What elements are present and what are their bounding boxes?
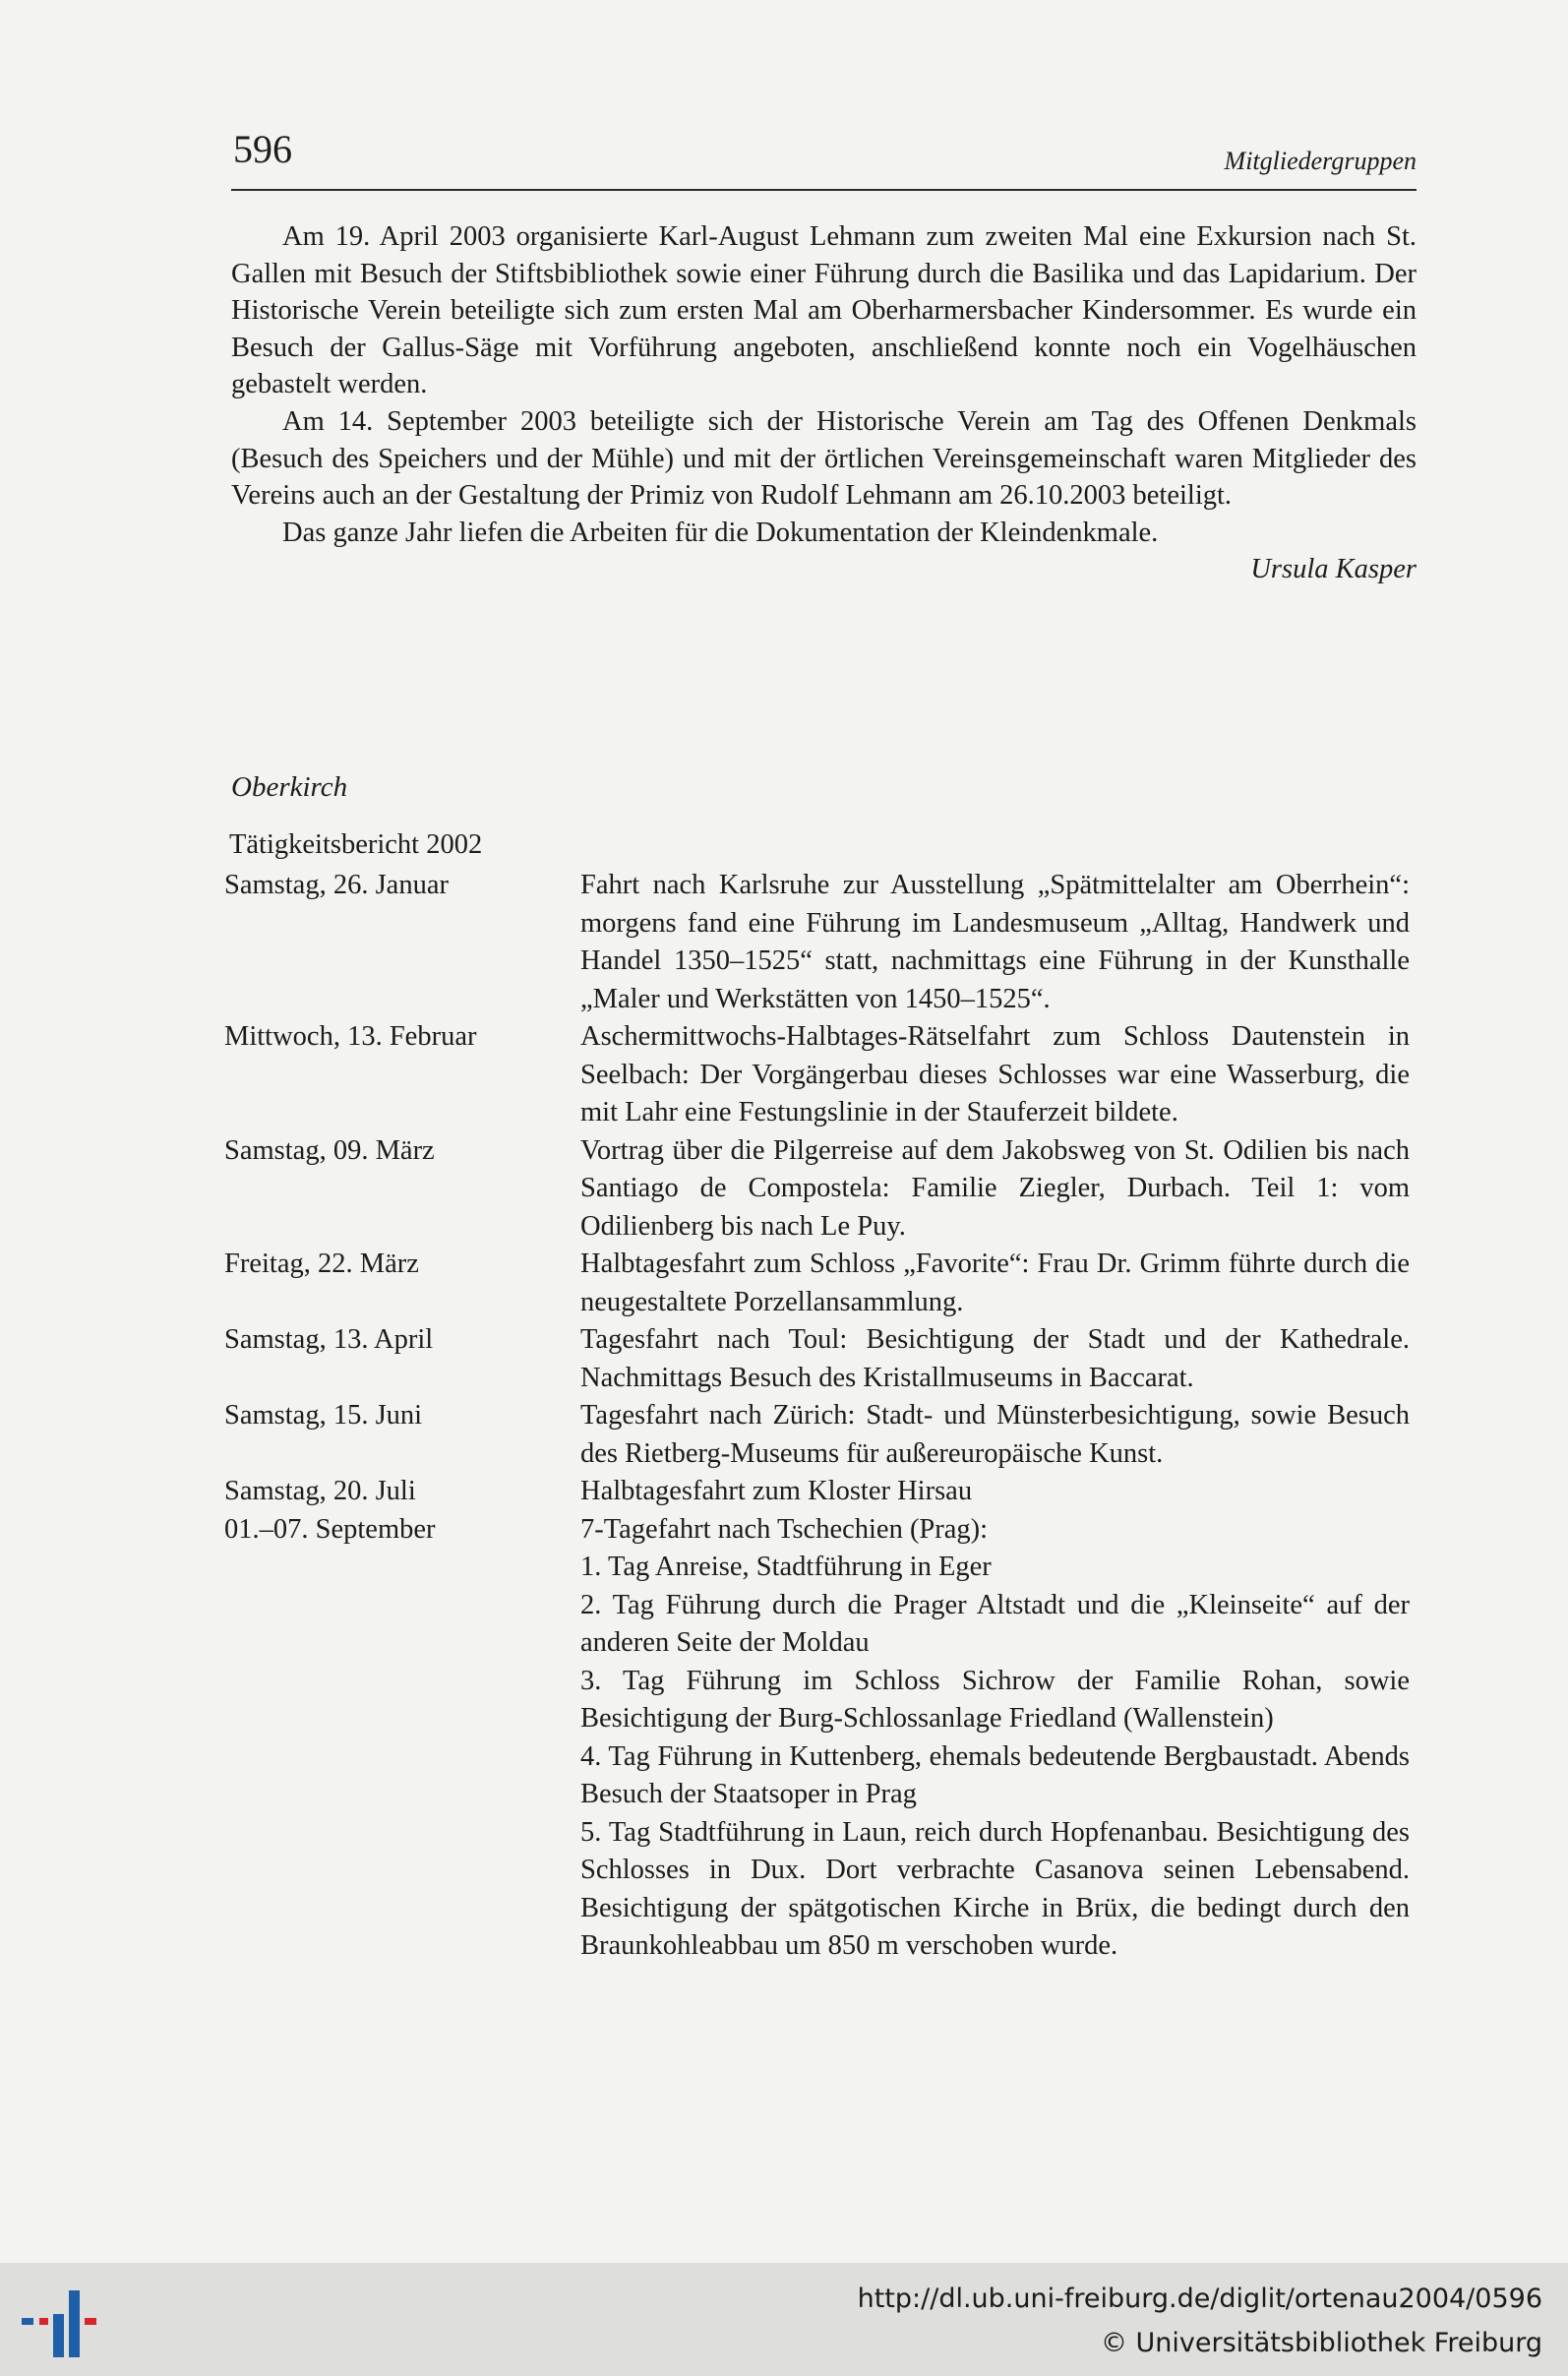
schedule-row (224, 1473, 1410, 1511)
schedule-description: 2. Tag Führung durch die Prager Altstadt und die „Kleinseite“ auf der anderen Seite der Moldau (580, 1589, 1410, 1658)
body-paragraph: Am 19. April 2003 organisierte Karl-August Lehmann zum zweiten Mal eine Exkursion nach St. Gallen mit Besuch der Stiftsbibliothek sowie einer Führung durch die Basilika und das Lapidarium. Der Historische Verein beteiligte sich zum ersten Mal am Oberharmersbacher Kindersommer. Es wurde ein Besuch der Gallus-Säge mit Vorführung angeboten, anschließend konnte noch ein Vogelhäuschen gebastelt werden. (231, 221, 1417, 400)
schedule-row (224, 1587, 1410, 1663)
document-url-link[interactable]: http://dl.ub.uni-freiburg.de/diglit/ortenau2004/0596 (857, 2284, 1542, 2314)
schedule-description: 5. Tag Stadtführung in Laun, reich durch Hopfenanbau. Besichtigung des Schlosses in Dux. Dort verbrachte Casanova seinen Lebensabend. Besichtigung der spätgotischen Kirche in Brüx, die bedingt durch den Braunkohleabbau um 850 m verschoben wurde. (580, 1816, 1410, 1961)
schedule-description: Fahrt nach Karlsruhe zur Ausstellung „Spätmittelalter am Oberrhein“: morgens fand eine Führung im Landesmuseum „Alltag, Handwerk und Handel 1350–1525“ statt, nachmittags eine Führung in der Kunsthalle „Maler und Werkstätten von 1450–1525“. (580, 870, 1410, 1014)
schedule-row (224, 1738, 1410, 1814)
schedule-row (224, 1132, 1410, 1247)
page-number: 596 (233, 127, 292, 171)
schedule-description: 7-Tagefahrt nach Tschechien (Prag): (580, 1513, 989, 1545)
schedule-date: Samstag, 20. Juli (224, 1476, 416, 1506)
copyright-notice: © Universitätsbibliothek Freiburg (1100, 2328, 1542, 2358)
report-title: Tätigkeitsbericht 2002 (229, 829, 483, 860)
schedule-row (224, 867, 1410, 1018)
schedule-date: Samstag, 15. Juni (224, 1400, 423, 1431)
schedule-date: Mittwoch, 13. Februar (224, 1021, 477, 1052)
schedule-description: Tagesfahrt nach Zürich: Stadt- und Münsterbesichtigung, sowie Besuch des Rietberg-Museums für außereuropäische Kunst. (580, 1400, 1410, 1469)
schedule-date: Samstag, 13. April (224, 1324, 434, 1355)
schedule-row (224, 1663, 1410, 1738)
schedule-date (224, 1549, 580, 1587)
schedule-row (224, 1397, 1410, 1473)
logo-bar (85, 2318, 96, 2325)
ub-freiburg-logo-icon[interactable] (20, 2283, 98, 2361)
schedule-description: Tagesfahrt nach Toul: Besichtigung der Stadt und der Kathedrale. Nachmittags Besuch des Kristallmuseums in Baccarat. (580, 1324, 1410, 1393)
body-paragraph: Am 14. September 2003 beteiligte sich der Historische Verein am Tag des Offenen Denkmals (Besuch des Speichers und der Mühle) und mit der örtlichen Vereinsgemeinschaft waren Mitglieder des Vereins auch an der Gestaltung der Primiz von Rudolf Lehmann am 26.10.2003 beteiligt. (231, 405, 1417, 512)
logo-bar (69, 2290, 80, 2357)
schedule-row (224, 1511, 1410, 1550)
logo-bar (22, 2318, 33, 2325)
schedule-description: Halbtagesfahrt zum Kloster Hirsau (580, 1476, 973, 1506)
schedule-date: Freitag, 22. März (224, 1249, 419, 1279)
schedule-description: Vortrag über die Pilgerreise auf dem Jakobsweg von St. Odilien bis nach Santiago de Compostela: Familie Ziegler, Durbach. Teil 1: vom Odilienberg bis nach Le Puy. (580, 1134, 1410, 1242)
author-signature: Ursula Kasper (1250, 554, 1417, 585)
schedule-date (224, 1587, 580, 1663)
schedule-date: Samstag, 09. März (224, 1134, 435, 1166)
schedule-row (224, 1246, 1410, 1321)
schedule-row (224, 1321, 1410, 1397)
schedule-date (224, 1814, 580, 1966)
schedule-date: Samstag, 26. Januar (224, 870, 449, 900)
schedule-date (224, 1738, 580, 1814)
schedule-description: 3. Tag Führung im Schloss Sichrow der Familie Rohan, sowie Besichtigung der Burg-Schlossanlage Friedland (Wallenstein) (580, 1665, 1410, 1734)
logo-bar (53, 2314, 64, 2357)
body-paragraph: Das ganze Jahr liefen die Arbeiten für die Dokumentation der Kleindenkmale. (282, 517, 1159, 548)
library-footer (0, 2263, 1568, 2376)
activity-schedule (224, 867, 1410, 1966)
schedule-description: Halbtagesfahrt zum Schloss „Favorite“: Frau Dr. Grimm führte durch die neugestaltete Porzellansammlung. (580, 1249, 1410, 1317)
section-heading: Oberkirch (231, 771, 348, 803)
schedule-row (224, 1814, 1410, 1966)
report-body (231, 218, 1417, 588)
schedule-description: 4. Tag Führung in Kuttenberg, ehemals bedeutende Bergbaustadt. Abends Besuch der Staatsoper in Prag (580, 1740, 1410, 1809)
schedule-date (224, 1663, 580, 1738)
schedule-description: 1. Tag Anreise, Stadtführung in Eger (580, 1552, 992, 1582)
schedule-row (224, 1549, 1410, 1587)
schedule-description: Aschermittwochs-Halbtages-Rätselfahrt zum Schloss Dautenstein in Seelbach: Der Vorgängerbau dieses Schlosses war eine Wasserburg, die mit Lahr eine Festungslinie in der Stauferzeit bildete. (580, 1021, 1410, 1127)
running-title: Mitgliedergruppen (1224, 147, 1417, 175)
schedule-date: 01.–07. September (224, 1513, 436, 1545)
logo-bar (39, 2318, 48, 2325)
schedule-row (224, 1018, 1410, 1132)
page-header (231, 126, 1417, 191)
